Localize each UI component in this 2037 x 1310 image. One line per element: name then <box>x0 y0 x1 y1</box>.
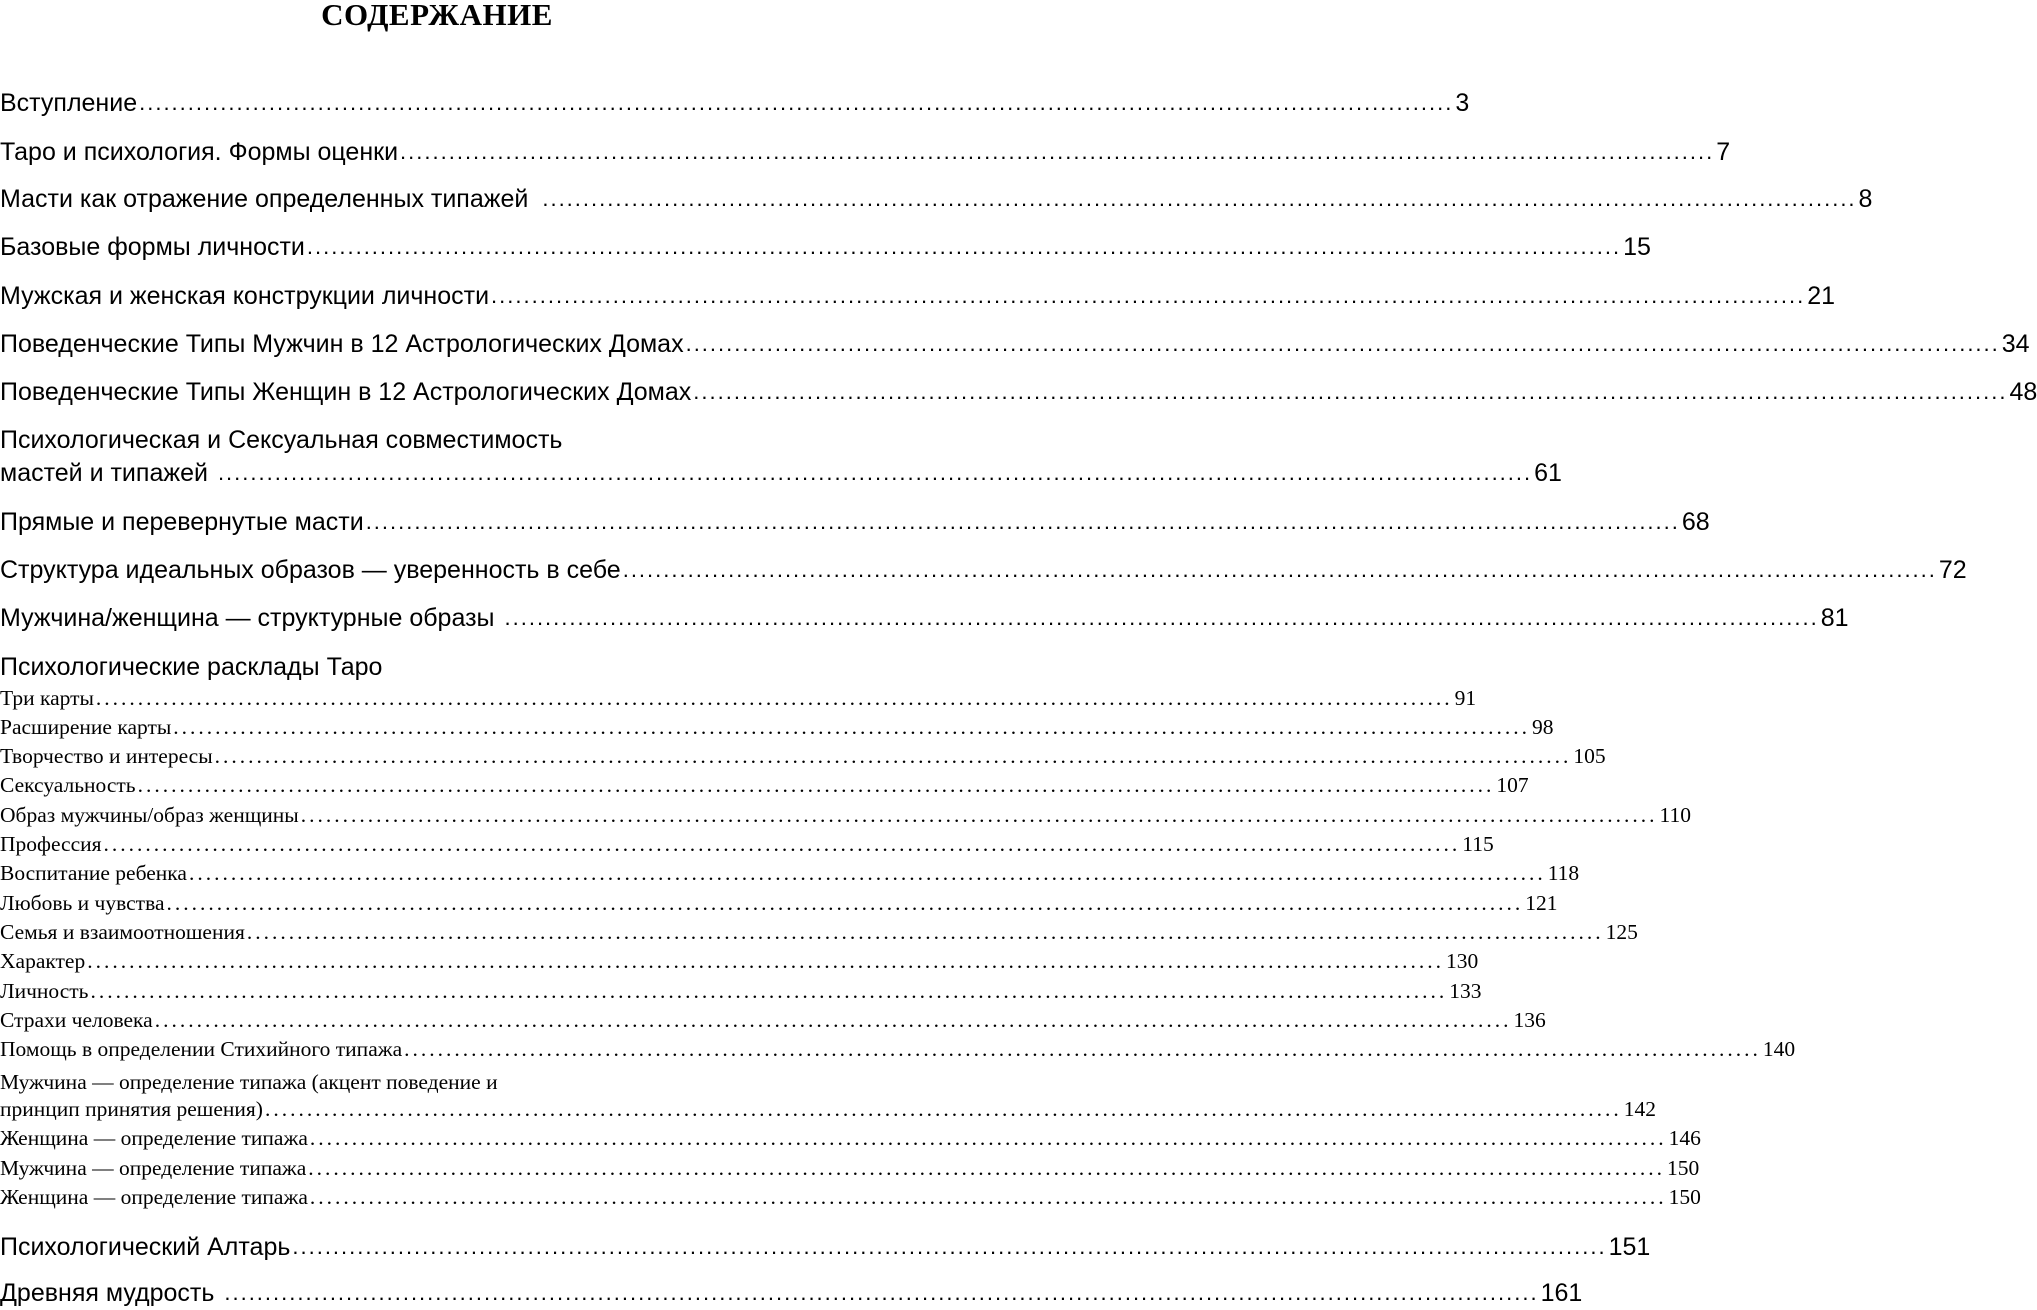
toc-entry-page: 15 <box>1623 233 1651 261</box>
toc-sub-entry[interactable] <box>0 1007 1546 1033</box>
toc-entry-page: 136 <box>1513 1008 1546 1032</box>
toc-entry-page: 133 <box>1449 979 1482 1003</box>
dot-leader: .................................................................................................................................................................. <box>224 1280 1539 1305</box>
toc-entry[interactable] <box>0 507 1710 537</box>
toc-entry-label: Женщина — определение типажа <box>0 1185 308 1209</box>
toc-sub-entry[interactable] <box>0 802 1691 828</box>
toc-entry-label: Помощь в определении Стихийного типажа <box>0 1037 403 1061</box>
toc-sub-entry[interactable] <box>0 1036 1796 1062</box>
toc-entry-label: Поведенческие Типы Женщин в 12 Астрологических Домах <box>0 378 692 406</box>
toc-entry-label: Психологический Алтарь <box>0 1233 291 1261</box>
dot-leader: .................................................................................................................................................................. <box>264 1097 1622 1121</box>
toc-entry-label: Вступление <box>0 89 138 117</box>
toc-entry-label: Три карты <box>0 686 94 710</box>
dot-leader: .................................................................................................................................................................. <box>622 557 1937 582</box>
toc-entry-page: 98 <box>1532 715 1554 739</box>
toc-entry-label: Страхи человека <box>0 1008 153 1032</box>
toc-entry-page: 151 <box>1608 1233 1651 1261</box>
toc-entry-page: 142 <box>1623 1097 1656 1121</box>
toc-entry-page: 8 <box>1858 185 1873 213</box>
toc-sub-entry[interactable] <box>0 860 1580 886</box>
toc-entry-label: Древняя мудрость <box>0 1279 215 1307</box>
toc-entry-label: Воспитание ребенка <box>0 861 187 885</box>
dot-leader: .................................................................................................................................................................. <box>404 1037 1761 1061</box>
toc-entry-page: 115 <box>1462 832 1494 856</box>
toc-entry-label: Образ мужчины/образ женщины <box>0 803 299 827</box>
toc-entry-label: Таро и психология. Формы оценки <box>0 138 399 166</box>
toc-sub-entry[interactable] <box>0 1155 1700 1181</box>
toc-sub-entry[interactable] <box>0 831 1494 857</box>
toc-entry-label: Профессия <box>0 832 102 856</box>
toc-entry[interactable] <box>0 137 1731 167</box>
toc-entry-page: 7 <box>1716 138 1731 166</box>
toc-entry-page: 121 <box>1525 891 1558 915</box>
dot-leader: .................................................................................................................................................................. <box>400 139 1715 164</box>
dot-leader: .................................................................................................................................................................. <box>685 331 2000 356</box>
toc-entry-page: 91 <box>1454 686 1477 710</box>
toc-entry-label: Семья и взаимоотношения <box>0 920 245 944</box>
toc-sub-entry[interactable] <box>0 1096 1656 1122</box>
dot-leader: .................................................................................................................................................................. <box>95 686 1453 710</box>
dot-leader: .................................................................................................................................................................. <box>217 460 1533 485</box>
toc-sub-entry[interactable] <box>0 714 1554 740</box>
toc-entry-label: Любовь и чувства <box>0 891 165 915</box>
toc-entry-label: принцип принятия решения) <box>0 1097 263 1121</box>
toc-entry-label: Мужчина — определение типажа <box>0 1156 307 1180</box>
dot-leader: .................................................................................................................................................................. <box>154 1008 1512 1032</box>
toc-entry-page: 105 <box>1573 744 1606 768</box>
toc-entry[interactable] <box>0 458 1562 488</box>
dot-leader: .................................................................................................................................................................. <box>308 1156 1666 1180</box>
toc-entry-label: Структура идеальных образов — уверенность в себе <box>0 556 621 584</box>
toc-entry-label: Личность <box>0 979 89 1003</box>
toc-sub-entry[interactable] <box>0 978 1482 1004</box>
toc-sub-entry[interactable] <box>0 1125 1701 1151</box>
toc-entry-label: Масти как отражение определенных типажей <box>0 185 529 213</box>
dot-leader: .................................................................................................................................................................. <box>504 605 1819 630</box>
toc-entry-label: Расширение карты <box>0 715 172 739</box>
toc-entry-page: 140 <box>1762 1037 1796 1061</box>
toc-entry-page: 21 <box>1807 282 1836 310</box>
dot-leader: .................................................................................................................................................................. <box>246 920 1604 944</box>
section-heading: Психологические расклады Таро <box>0 653 383 681</box>
toc-entry-page: 72 <box>1938 556 1967 584</box>
toc-entry[interactable] <box>0 184 1873 214</box>
toc-sub-entry[interactable] <box>0 948 1479 974</box>
toc-entry-label: Мужская и женская конструкции личности <box>0 282 490 310</box>
toc-entry-page: 150 <box>1667 1156 1700 1180</box>
toc-sub-entry[interactable] <box>0 919 1638 945</box>
toc-entry-page: 130 <box>1445 949 1479 973</box>
toc-entry[interactable] <box>0 1232 1651 1262</box>
dot-leader: .................................................................................................................................................................. <box>103 832 1461 856</box>
dot-leader: .................................................................................................................................................................. <box>214 744 1572 768</box>
dot-leader: .................................................................................................................................................................. <box>137 773 1495 797</box>
toc-entry-label: Творчество и интересы <box>0 744 213 768</box>
dot-leader: .................................................................................................................................................................. <box>188 861 1546 885</box>
toc-sub-entry[interactable] <box>0 1184 1701 1210</box>
dot-leader: .................................................................................................................................................................. <box>166 891 1524 915</box>
toc-entry-label: Сексуальность <box>0 773 136 797</box>
dot-leader: .................................................................................................................................................................. <box>309 1185 1667 1209</box>
toc-entry-page: 81 <box>1820 604 1849 632</box>
dot-leader: .................................................................................................................................................................. <box>309 1126 1667 1150</box>
toc-sub-entry[interactable] <box>0 743 1606 769</box>
toc-entry-label: Базовые формы личности <box>0 233 305 261</box>
toc-entry-page: 161 <box>1540 1279 1583 1307</box>
toc-entry-page: 68 <box>1681 508 1710 536</box>
toc-entry-label: Мужчина/женщина — структурные образы <box>0 604 495 632</box>
toc-entry-page: 110 <box>1659 803 1691 827</box>
toc-entry[interactable] <box>0 603 1849 633</box>
dot-leader: .................................................................................................................................................................. <box>173 715 1531 739</box>
toc-entry[interactable] <box>0 1278 1583 1308</box>
toc-entry-label: мастей и типажей <box>0 459 208 487</box>
toc-entry[interactable] <box>0 377 2037 407</box>
dot-leader: .................................................................................................................................................................. <box>542 186 1857 211</box>
toc-entry-page: 125 <box>1605 920 1638 944</box>
dot-leader: .................................................................................................................................................................. <box>139 90 1454 115</box>
toc-sub-entry[interactable] <box>0 772 1529 798</box>
dot-leader: .................................................................................................................................................................. <box>365 509 1680 534</box>
toc-entry-page: 150 <box>1668 1185 1701 1209</box>
toc-entry[interactable] <box>0 329 2030 359</box>
toc-sub-entry[interactable] <box>0 890 1558 916</box>
toc-entry-label: Прямые и перевернутые масти <box>0 508 364 536</box>
toc-entry[interactable] <box>0 88 1470 118</box>
toc-entry-page: 48 <box>2009 378 2037 406</box>
toc-entry-label-line1: Мужчина — определение типажа (акцент поведение и <box>0 1070 498 1094</box>
toc-entry-label: Характер <box>0 949 86 973</box>
toc-entry[interactable] <box>0 555 1967 585</box>
dot-leader: .................................................................................................................................................................. <box>306 234 1622 259</box>
dot-leader: .................................................................................................................................................................. <box>491 283 1806 308</box>
toc-entry-page: 34 <box>2001 330 2030 358</box>
toc-entry-label: Поведенческие Типы Мужчин в 12 Астрологических Домах <box>0 330 684 358</box>
toc-entry[interactable] <box>0 281 1836 311</box>
dot-leader: .................................................................................................................................................................. <box>90 979 1448 1003</box>
toc-entry-page: 61 <box>1534 459 1562 487</box>
toc-entry-label: Женщина — определение типажа <box>0 1126 308 1150</box>
dot-leader: .................................................................................................................................................................. <box>693 379 2008 404</box>
dot-leader: .................................................................................................................................................................. <box>300 803 1658 827</box>
toc-sub-entry[interactable] <box>0 685 1477 711</box>
dot-leader: .................................................................................................................................................................. <box>292 1234 1607 1259</box>
dot-leader: .................................................................................................................................................................. <box>87 949 1444 973</box>
toc-entry-label-line1: Психологическая и Сексуальная совместимость <box>0 426 563 454</box>
toc-entry-page: 3 <box>1455 89 1470 117</box>
page-title: СОДЕРЖАНИЕ <box>321 0 553 32</box>
toc-entry-page: 118 <box>1547 861 1580 885</box>
toc-entry[interactable] <box>0 232 1651 262</box>
toc-entry-page: 107 <box>1496 773 1529 797</box>
toc-entry-page: 146 <box>1668 1126 1701 1150</box>
